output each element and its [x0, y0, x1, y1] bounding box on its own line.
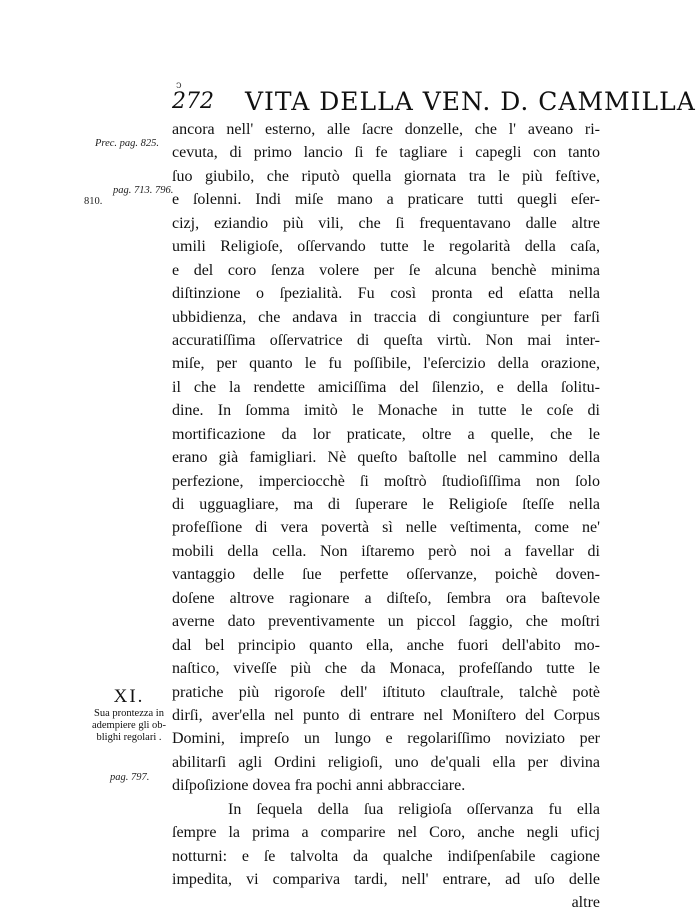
section-marker	[84, 686, 174, 744]
text-line: naſtico, viveſſe più che da Monaca, profeſſando tutte le	[172, 660, 600, 678]
running-title: VITA DELLA VEN. D. CAMMILLA	[245, 87, 696, 116]
text-line: doſene altrove ragionare a diſteſo, ſembra ora baſtevole	[172, 589, 600, 607]
text-line: ſempre la prima a comparire nel Coro, anche negli uficj	[172, 824, 600, 842]
text-line-paragraph-start: In ſequela della ſua religioſa oſſervanza fu ella	[228, 800, 600, 818]
page-number: 272	[172, 89, 214, 114]
section-summary	[84, 708, 174, 744]
text-line: notturni: e ſe talvolta da qualche indiſpenſabile cagione	[172, 847, 600, 865]
margin-note-prec-page: Prec. pag. 825.	[95, 138, 160, 149]
text-line: dal bel principio quanto ella, anche fuori dell'abito mo-	[172, 636, 600, 654]
text-line: ubbidienza, che andava in traccia di congiunture per farſi	[172, 308, 600, 326]
text-line: cevuta, di primo lancio ſi fe tagliare i capegli con tanto	[172, 144, 600, 162]
text-line: ſuo giubilo, che riputò quella giornata tra le più feſtive,	[172, 167, 600, 185]
text-line: profeſſione di vera povertà sì nelle veſtimenta, come ne'	[172, 519, 600, 537]
text-line: e del coro ſenza volere per ſe alcuna benchè minima	[172, 261, 600, 279]
text-line: vantaggio delle ſue perfette oſſervanze, poichè doven-	[172, 566, 600, 584]
text-line: abilitarſi agli Ordini religioſi, uno de'quali ella per divina	[172, 753, 600, 771]
text-line: mortificazione da lor praticate, oltre a quelle, che le	[172, 425, 600, 443]
text-line: dirſi, aver'ella nel punto di entrare nel Moniſtero del Corpus	[172, 706, 600, 724]
section-number: XI.	[113, 686, 145, 707]
section-summary-line: blighi regolari .	[96, 732, 162, 743]
text-line: erano già famigliari. Nè queſto baſtolle nel cammino della	[172, 449, 600, 467]
section-summary-line: adempiere gli ob-	[91, 720, 167, 731]
text-line: dine. In ſomma imitò le Monache in tutte le coſe di	[172, 402, 600, 420]
text-line: perfezione, imperciocchè ſi moſtrò ſtudioſiſſima non ſolo	[172, 472, 600, 490]
text-line: averne dato preventivamente un piccol ſaggio, che moſtri	[172, 613, 600, 631]
text-line: e ſolenni. Indi miſe mano a praticare tutti quegli eſer-	[172, 191, 600, 209]
printer-mark: ↄ	[176, 80, 182, 91]
text-line: cizj, eziandio più vili, che ſi frequentavano dalle altre	[172, 214, 600, 232]
catchword: altre	[571, 894, 600, 912]
margin-note-section-page: pag. 797.	[110, 772, 150, 783]
text-line: accuratiſſima oſſervatrice di queſta virtù. Non mai inter-	[172, 331, 600, 349]
margin-note-page-refs: pag. 713. 796.	[113, 185, 174, 196]
text-line: miſe, per quanto le fu poſſibile, l'eſercizio della orazione,	[172, 355, 600, 373]
section-summary-line: Sua prontezza in	[94, 708, 164, 719]
text-line: il che la rendette amiciſſima del ſilenzio, e della ſolitu-	[172, 378, 600, 396]
text-line: Domini, impreſo un lungo e regolariſſimo noviziato per	[172, 730, 600, 748]
text-line-paragraph-end: diſpoſizione dovea fra pochi anni abbracciare.	[172, 777, 466, 795]
text-line: ancora nell' esterno, alle ſacre donzelle, che l' aveano ri-	[172, 121, 600, 138]
text-line: di ugguagliare, ma di ſuperare le Religioſe ſteſſe nella	[172, 496, 600, 513]
body-text	[172, 118, 600, 915]
text-line: pratiche più rigoroſe dell' iſtituto clauſtrale, talchè potè	[172, 683, 600, 701]
margin-note-page-ref-cont: 810.	[84, 196, 103, 207]
text-line: mobili della cella. Non iſtaremo però noi a favellar di	[172, 542, 600, 560]
text-line: impedita, vi compariva tardi, nell' entrare, ad uſo delle	[172, 871, 600, 888]
text-line: umili Religioſe, oſſervando tutte le regolarità della caſa,	[172, 238, 600, 256]
text-line: diſtinzione o ſpezialità. Fu così pronta ed eſatta nella	[172, 285, 600, 303]
